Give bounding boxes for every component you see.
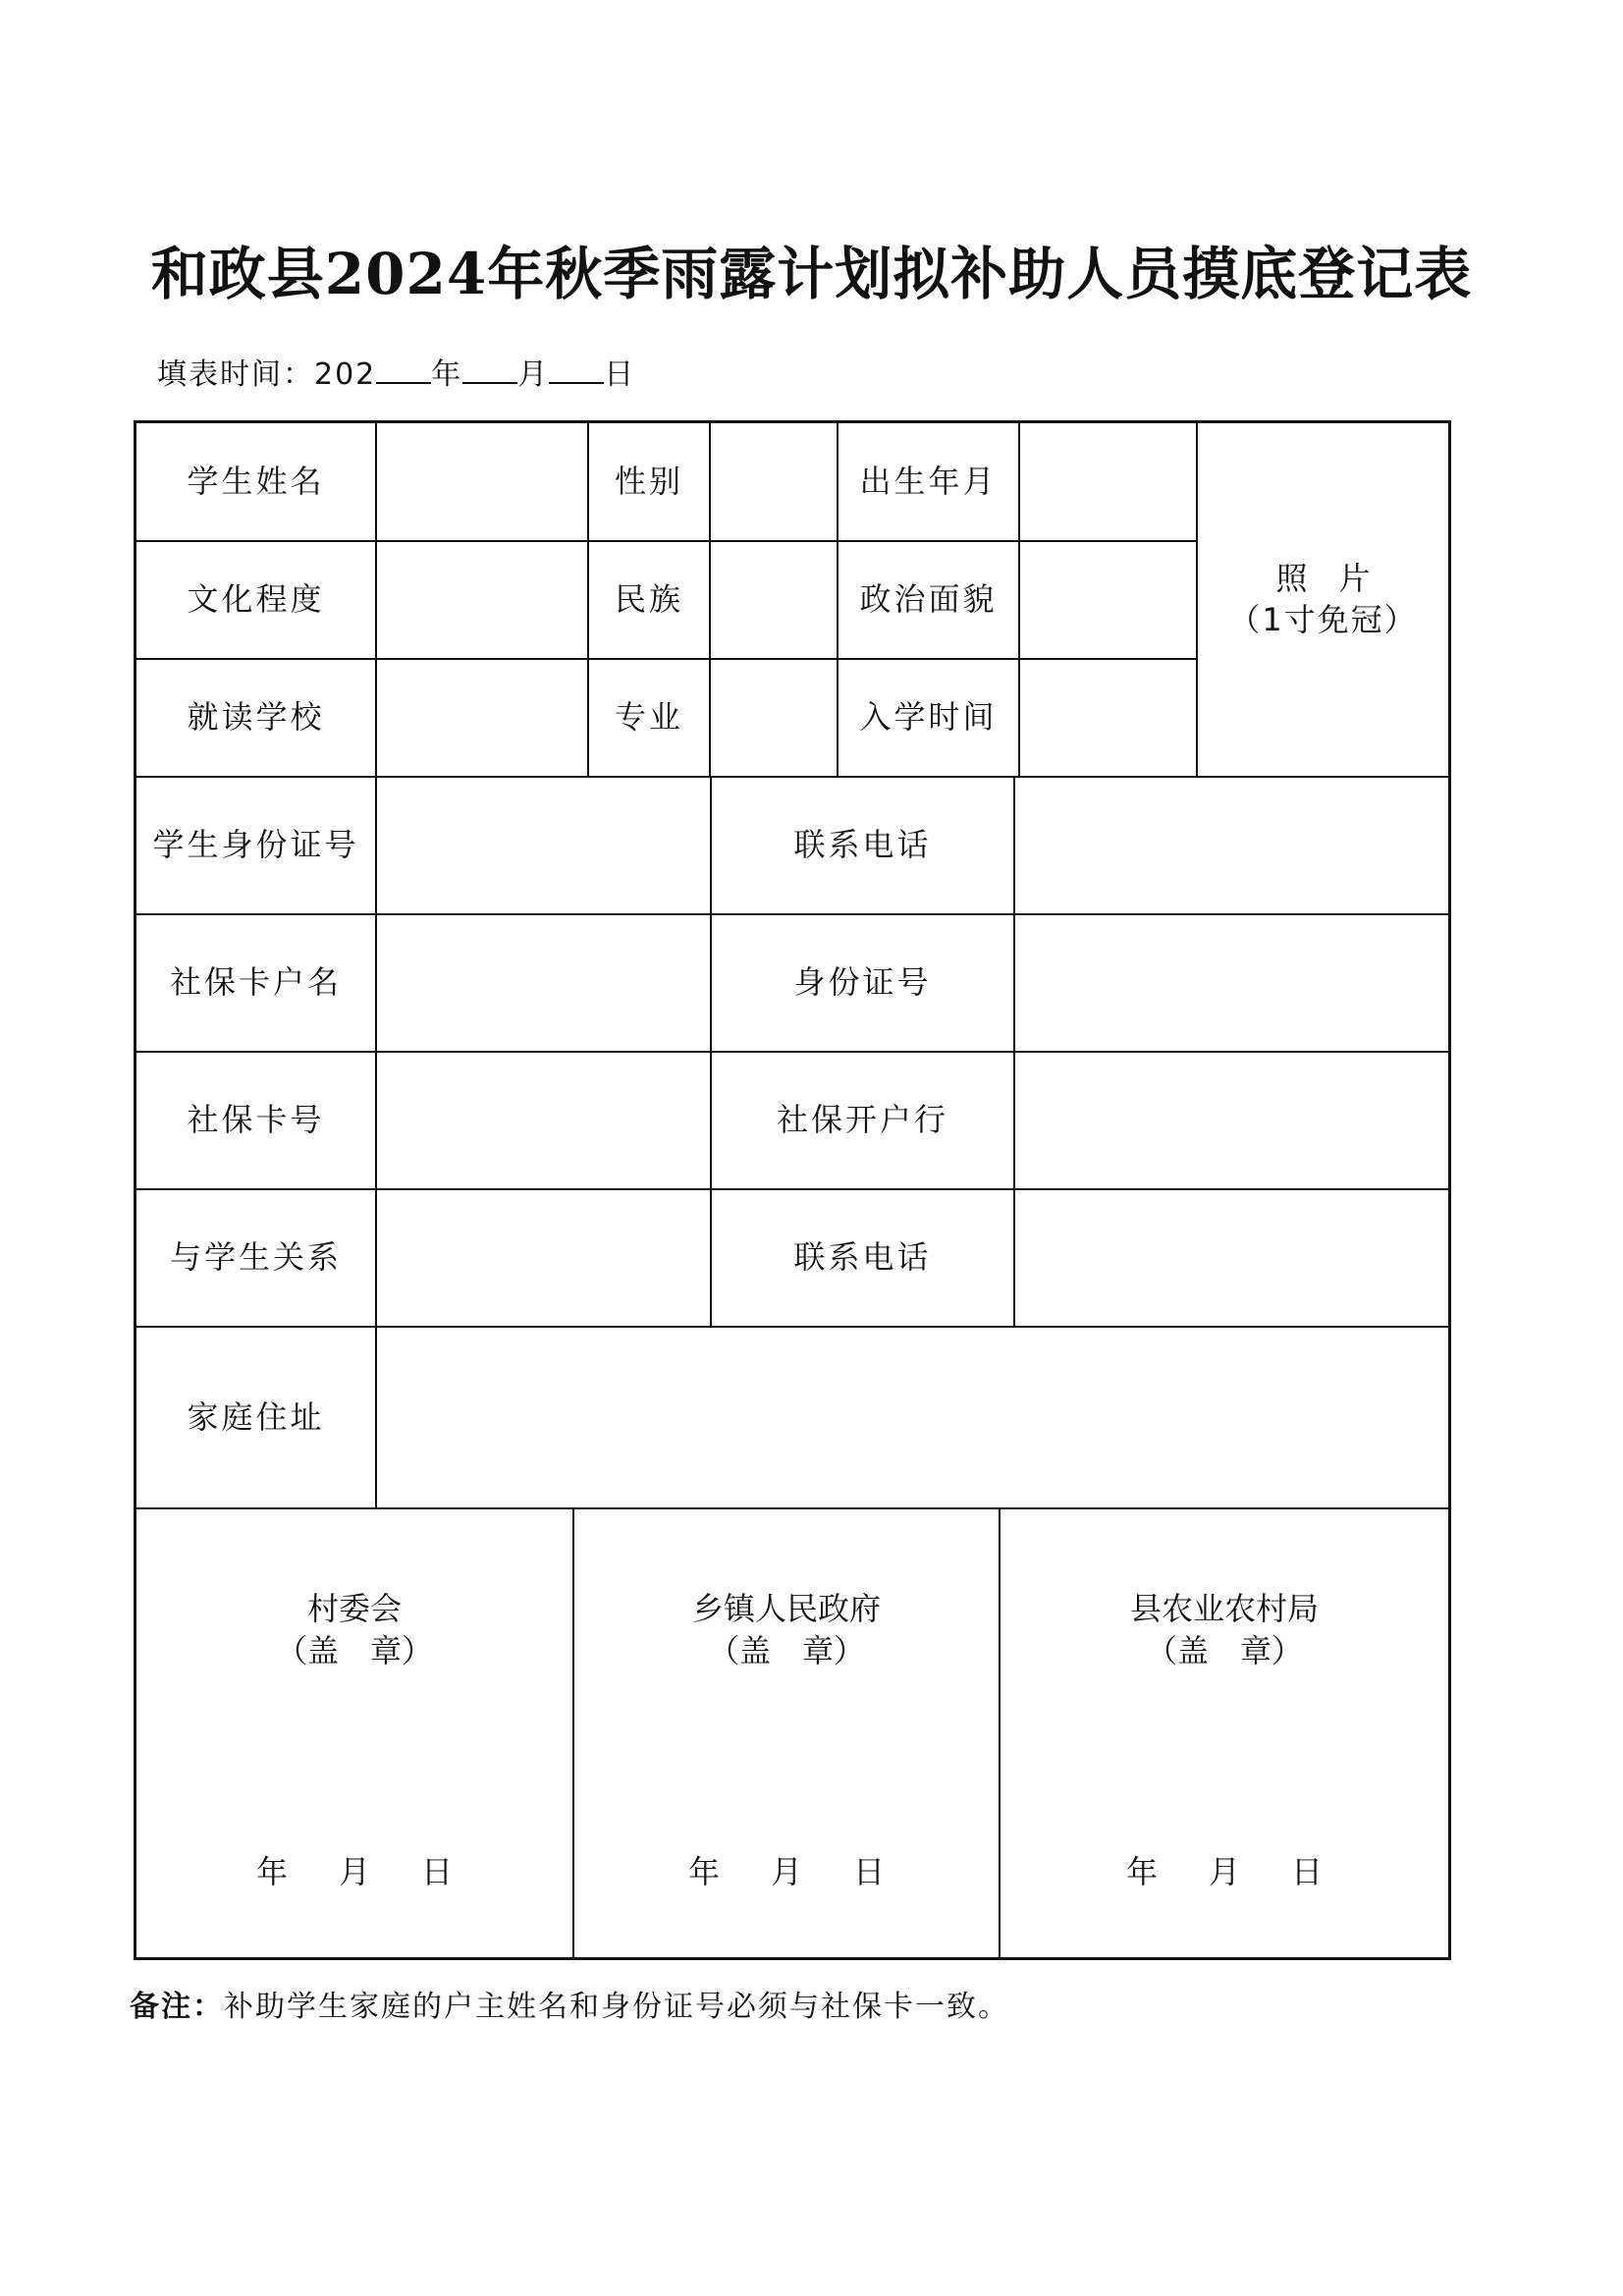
label-school: 就读学校 <box>187 698 325 737</box>
ss-card-name-field[interactable] <box>377 915 710 1051</box>
photo-title: 照片 <box>1275 559 1402 597</box>
label-student-name: 学生姓名 <box>187 462 325 500</box>
label-phone-2: 联系电话 <box>793 1238 932 1277</box>
fill-date-month-blank[interactable] <box>462 353 517 384</box>
form-title: 和政县2024年秋季雨露计划拟补助人员摸底登记表 <box>150 241 1473 307</box>
signature-county-bureau[interactable] <box>1001 1588 1448 1672</box>
signature-date: 年 月 日 <box>1125 1853 1324 1890</box>
signature-township[interactable] <box>574 1588 999 1672</box>
signature-org: 村委会 <box>306 1590 402 1627</box>
registration-form-table <box>134 420 1451 1960</box>
ss-bank-field[interactable] <box>1015 1053 1448 1188</box>
signature-date: 年 月 日 <box>687 1853 886 1890</box>
label-id-number: 身份证号 <box>793 963 932 1002</box>
signature-seal: （盖 章） <box>275 1632 433 1670</box>
school-field[interactable] <box>377 660 587 776</box>
label-ss-card-name: 社保卡户名 <box>169 963 342 1002</box>
label-student-id: 学生身份证号 <box>152 826 359 864</box>
label-gender: 性别 <box>614 462 683 500</box>
student-name-field[interactable] <box>377 423 587 540</box>
address-field[interactable] <box>377 1328 1448 1507</box>
fill-date-year-blank[interactable] <box>376 353 431 384</box>
fill-date-day: 日 <box>604 357 636 392</box>
enroll-date-field[interactable] <box>1020 660 1196 776</box>
signature-seal: （盖 章） <box>1145 1632 1303 1670</box>
label-political-status: 政治面貌 <box>859 580 998 619</box>
remark-label: 备注： <box>130 1990 224 2024</box>
label-ss-card-number: 社保卡号 <box>187 1101 325 1139</box>
phone-2-field[interactable] <box>1015 1190 1448 1326</box>
gender-field[interactable] <box>711 423 837 540</box>
ss-card-number-field[interactable] <box>377 1053 710 1188</box>
fill-date-day-blank[interactable] <box>549 353 604 384</box>
signature-village[interactable] <box>136 1588 572 1672</box>
fill-date-label: 填表时间： <box>157 357 314 392</box>
fill-date-year-prefix: 202 <box>314 357 377 392</box>
remark-text: 补助学生家庭的户主姓名和身份证号必须与社保卡一致。 <box>224 1990 1009 2024</box>
label-education: 文化程度 <box>187 580 325 619</box>
row-divider <box>136 1507 1448 1509</box>
label-phone-1: 联系电话 <box>793 826 932 864</box>
id-number-field[interactable] <box>1015 915 1448 1051</box>
label-ethnicity: 民族 <box>614 580 683 619</box>
signature-org: 县农业农村局 <box>1129 1590 1319 1627</box>
major-field[interactable] <box>711 660 837 776</box>
remark-line <box>130 1982 1009 2025</box>
fill-date-year: 年 <box>431 357 463 392</box>
fill-date-month: 月 <box>517 357 550 392</box>
label-birth-date: 出生年月 <box>859 462 998 500</box>
signature-seal: （盖 章） <box>707 1632 865 1670</box>
label-relation: 与学生关系 <box>169 1238 342 1277</box>
fill-date-line <box>157 350 635 393</box>
label-major: 专业 <box>614 698 683 737</box>
education-field[interactable] <box>377 542 587 658</box>
relation-field[interactable] <box>377 1190 710 1326</box>
label-ss-bank: 社保开户行 <box>776 1101 948 1139</box>
label-enroll-date: 入学时间 <box>859 698 998 737</box>
birth-date-field[interactable] <box>1020 423 1196 540</box>
ethnicity-field[interactable] <box>711 542 837 658</box>
phone-1-field[interactable] <box>1015 778 1448 913</box>
photo-area[interactable] <box>1198 423 1448 776</box>
signature-date: 年 月 日 <box>255 1853 454 1890</box>
student-id-field[interactable] <box>377 778 710 913</box>
label-address: 家庭住址 <box>187 1397 325 1436</box>
photo-note: （1寸免冠） <box>1228 600 1418 638</box>
signature-org: 乡镇人民政府 <box>691 1590 881 1627</box>
political-status-field[interactable] <box>1020 542 1196 658</box>
